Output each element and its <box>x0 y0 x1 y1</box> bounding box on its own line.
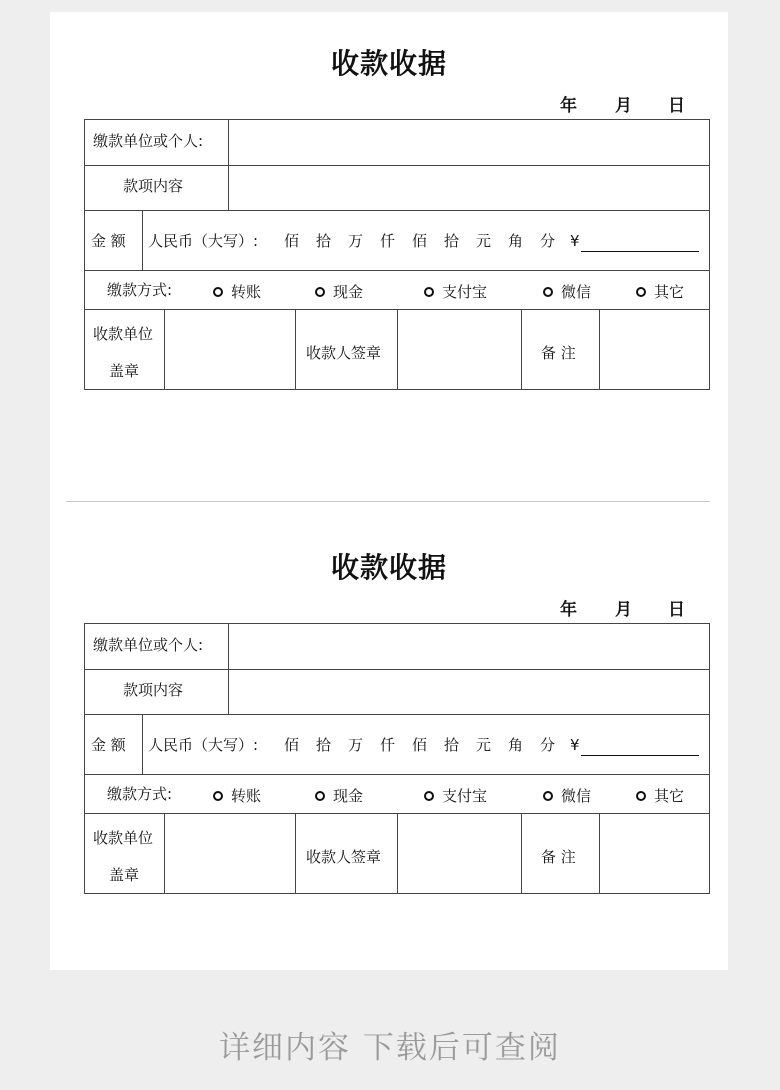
item-field[interactable] <box>228 669 710 714</box>
unit-fen: 分 <box>540 232 556 250</box>
unit-shi: 拾 <box>444 232 460 250</box>
radio-option[interactable] <box>543 785 591 806</box>
amount-blank-line[interactable] <box>581 755 699 756</box>
item-field[interactable] <box>228 165 710 210</box>
footer-caption: 详细内容 下载后可查阅 <box>219 1030 561 1066</box>
radio-icon[interactable] <box>424 287 434 297</box>
radio-option[interactable] <box>213 785 261 806</box>
amount-label: 金 额 <box>91 736 126 754</box>
yen-symbol: ¥ <box>570 232 580 250</box>
receiver-label: 收款人签章 <box>306 848 382 866</box>
col-divider <box>521 813 522 894</box>
col-divider <box>397 309 398 390</box>
radio-icon[interactable] <box>315 287 325 297</box>
radio-label: 转账 <box>231 787 262 805</box>
amount-label: 金 额 <box>91 232 126 250</box>
unit-bai: 佰 <box>284 736 300 754</box>
radio-label: 转账 <box>231 283 262 301</box>
radio-label: 现金 <box>333 283 364 301</box>
payer-label: 缴款单位或个人: <box>93 132 204 150</box>
method-label: 缴款方式: <box>107 785 173 803</box>
remark-label: 备 注 <box>541 848 576 866</box>
col-divider <box>142 210 143 270</box>
radio-option[interactable] <box>636 785 684 806</box>
payer-field[interactable] <box>228 624 710 669</box>
col-divider <box>142 714 143 774</box>
radio-icon[interactable] <box>636 791 646 801</box>
radio-label: 现金 <box>333 787 364 805</box>
radio-option[interactable] <box>315 785 363 806</box>
col-divider <box>599 309 600 390</box>
date-month: 月 <box>615 96 632 116</box>
row-divider <box>85 270 709 271</box>
receipt-form <box>50 516 728 916</box>
unit-yuan: 元 <box>476 232 492 250</box>
radio-option[interactable] <box>543 281 591 302</box>
col-divider <box>295 309 296 390</box>
radio-label: 微信 <box>561 283 592 301</box>
receipt-table <box>84 623 710 894</box>
unit-yuan: 元 <box>476 736 492 754</box>
date-year: 年 <box>560 96 577 116</box>
unit-bai: 佰 <box>284 232 300 250</box>
receipt-title: 收款收据 <box>330 47 447 80</box>
radio-option[interactable] <box>424 785 487 806</box>
col-divider <box>521 309 522 390</box>
radio-icon[interactable] <box>213 791 223 801</box>
radio-label: 支付宝 <box>442 283 488 301</box>
radio-option[interactable] <box>424 281 487 302</box>
stamp-label: 收款单位 <box>93 829 154 847</box>
radio-icon[interactable] <box>315 791 325 801</box>
stamp-label-2: 盖章 <box>109 362 140 380</box>
radio-option[interactable] <box>213 281 261 302</box>
payer-field[interactable] <box>228 120 710 165</box>
col-divider <box>397 813 398 894</box>
unit-qian: 仟 <box>380 232 396 250</box>
unit-bai: 佰 <box>412 232 428 250</box>
unit-shi: 拾 <box>316 232 332 250</box>
item-label: 款项内容 <box>123 681 184 699</box>
rmb-label: 人民币（大写）: <box>148 736 259 754</box>
date-day: 日 <box>668 600 685 620</box>
receipt-title: 收款收据 <box>330 551 447 584</box>
receipt-table <box>84 119 710 390</box>
radio-icon[interactable] <box>543 287 553 297</box>
radio-icon[interactable] <box>424 791 434 801</box>
radio-icon[interactable] <box>213 287 223 297</box>
col-divider <box>164 813 165 894</box>
unit-bai: 佰 <box>412 736 428 754</box>
unit-fen: 分 <box>540 736 556 754</box>
rmb-label: 人民币（大写）: <box>148 232 259 250</box>
row-divider <box>85 210 709 211</box>
payer-label: 缴款单位或个人: <box>93 636 204 654</box>
item-label: 款项内容 <box>123 177 184 195</box>
unit-jiao: 角 <box>508 232 524 250</box>
yen-symbol: ¥ <box>570 736 580 754</box>
unit-qian: 仟 <box>380 736 396 754</box>
unit-wan: 万 <box>348 736 364 754</box>
radio-label: 支付宝 <box>442 787 488 805</box>
unit-shi: 拾 <box>444 736 460 754</box>
radio-icon[interactable] <box>543 791 553 801</box>
receiver-label: 收款人签章 <box>306 344 382 362</box>
col-divider <box>295 813 296 894</box>
radio-label: 其它 <box>654 787 685 805</box>
amount-blank-line[interactable] <box>581 251 699 252</box>
cut-divider <box>66 501 710 502</box>
radio-option[interactable] <box>315 281 363 302</box>
stamp-label: 收款单位 <box>93 325 154 343</box>
unit-shi: 拾 <box>316 736 332 754</box>
unit-wan: 万 <box>348 232 364 250</box>
method-label: 缴款方式: <box>107 281 173 299</box>
unit-jiao: 角 <box>508 736 524 754</box>
col-divider <box>164 309 165 390</box>
date-day: 日 <box>668 96 685 116</box>
date-month: 月 <box>615 600 632 620</box>
date-year: 年 <box>560 600 577 620</box>
radio-icon[interactable] <box>636 287 646 297</box>
radio-label: 其它 <box>654 283 685 301</box>
remark-label: 备 注 <box>541 344 576 362</box>
stamp-label-2: 盖章 <box>109 866 140 884</box>
receipt-form <box>50 12 728 412</box>
radio-option[interactable] <box>636 281 684 302</box>
col-divider <box>599 813 600 894</box>
row-divider <box>85 714 709 715</box>
row-divider <box>85 774 709 775</box>
document-page <box>50 12 728 970</box>
radio-label: 微信 <box>561 787 592 805</box>
